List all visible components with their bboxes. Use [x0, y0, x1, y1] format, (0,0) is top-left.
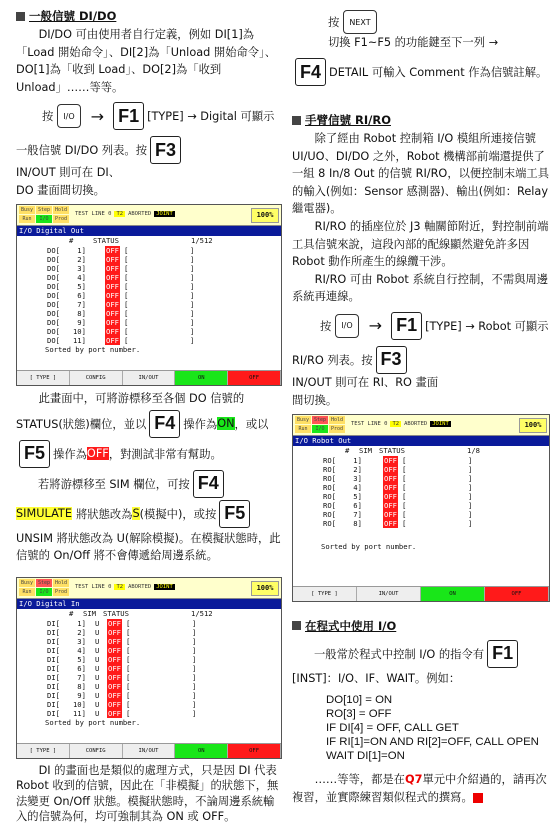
- tp-io-row[interactable]: [323, 492, 549, 501]
- tp-io-status-off[interactable]: OFF: [108, 681, 121, 691]
- tp-io-comment-close: ]: [191, 627, 197, 637]
- tp-fkey-config[interactable]: CONFIG: [70, 371, 123, 385]
- tp-io-row[interactable]: [47, 264, 281, 273]
- tp-io-comment-close: ]: [189, 335, 195, 345]
- tp-io-port-label: RO[ 5]: [323, 491, 362, 501]
- tp-status-indicators: Busy Step Hold Run I/O Prod: [20, 579, 68, 595]
- tp-io-comment: [: [401, 500, 407, 510]
- tp-io-port-label: RO[ 6]: [323, 500, 362, 510]
- arrow-right-icon: →: [90, 106, 105, 126]
- tp-io-comment: [: [401, 509, 407, 519]
- tp-io-row[interactable]: [323, 456, 549, 465]
- tp-fkey-inout[interactable]: IN/OUT: [357, 587, 421, 601]
- tp-fkey-inout[interactable]: IN/OUT: [123, 744, 176, 758]
- key-instruction-line-2: 一般信號 DI/DO 列表。按 F3 IN/OUT 則可在 DI、: [16, 136, 282, 180]
- tp-io-port-label: DI[ 3]: [47, 636, 86, 646]
- tp-io-port-label: DO[ 7]: [47, 299, 86, 309]
- tp-status-indicators: Busy Step Hold Run I/O Prod: [20, 206, 68, 222]
- section-heading-program-io: 在程式中使用 I/O: [292, 618, 550, 634]
- arrow-right-icon-2: →: [368, 316, 383, 336]
- end-mark-icon: [473, 793, 483, 803]
- tp-io-row[interactable]: [47, 619, 281, 628]
- tp-io-comment-close: ]: [467, 491, 473, 501]
- tp-io-port-label: DO[ 9]: [47, 317, 86, 327]
- tp-io-port-label: DO[ 5]: [47, 281, 86, 291]
- tp-column-header: # STATUS 1/512: [69, 236, 213, 246]
- tp-io-row[interactable]: [47, 318, 281, 327]
- tp-io-row[interactable]: [323, 465, 549, 474]
- tp-io-comment-close: ]: [467, 455, 473, 465]
- tp-io-port-label: DI[ 10]: [47, 699, 86, 709]
- tp-io-row[interactable]: [47, 282, 281, 291]
- f5-key-icon-2: F5: [219, 500, 250, 528]
- tp-io-status-off[interactable]: OFF: [384, 491, 397, 501]
- square-bullet-icon: [16, 12, 25, 21]
- tp-fkey-type[interactable]: [ TYPE ]: [17, 744, 70, 758]
- tp-io-row[interactable]: [47, 709, 281, 718]
- next-key-line: 按 NEXT 切換 F1~F5 的功能鍵至下一列 →: [292, 10, 550, 50]
- tp-function-bar: [17, 370, 281, 385]
- tp-fkey-off[interactable]: OFF: [228, 744, 281, 758]
- tp-fkey-on[interactable]: ON: [175, 371, 228, 385]
- tp-io-comment-close: ]: [191, 645, 197, 655]
- tp-io-comment: [: [401, 491, 407, 501]
- tp-function-bar: [17, 743, 281, 758]
- tp-io-sim[interactable]: U: [95, 627, 100, 637]
- tp-io-sim[interactable]: U: [95, 708, 100, 718]
- tp-column-header: # SIM STATUS 1/8: [345, 446, 480, 456]
- tp-sorted-note: Sorted by port number.: [321, 542, 417, 552]
- tp-io-port-label: DO[ 11]: [47, 335, 86, 345]
- tp-io-port-label: DI[ 4]: [47, 645, 86, 655]
- tp-io-comment-close: ]: [189, 245, 195, 255]
- tp-io-port-label: DO[ 2]: [47, 254, 86, 264]
- tp-io-row[interactable]: [47, 700, 281, 709]
- tp-io-comment: [: [401, 473, 407, 483]
- tp-io-port-label: DI[ 5]: [47, 654, 86, 664]
- code-line: DO[10] = ON: [326, 694, 393, 707]
- tp-io-status-off[interactable]: OFF: [108, 663, 121, 673]
- tp-io-comment-close: ]: [467, 500, 473, 510]
- tp-fkey-off[interactable]: OFF: [228, 371, 281, 385]
- sim-line-2: SIMULATE 將狀態改為 S (模擬中)，或按 F5: [16, 500, 282, 528]
- teach-pendant-screen-di: [16, 577, 282, 759]
- tp-screen-title: I/O Digital Out: [17, 226, 281, 236]
- tp-io-status-off[interactable]: OFF: [106, 245, 119, 255]
- f3-key-icon-2: F3: [376, 346, 407, 374]
- tp-io-row[interactable]: [323, 501, 549, 510]
- paragraph-ri-ro-intro: 除了經由 Robot 控制箱 I/O 模組所連接信號 UI/UO、DI/DO 之外，Robot 機構部前端還提供了一組 8 In/8 Out 的信號 RI/RO，以便控制末端工具的輸入(例如：Sensor 感測器)、輸出(例如：Relay 繼電器)。: [292, 132, 549, 216]
- tp-io-row[interactable]: [47, 691, 281, 700]
- tp-io-row[interactable]: [47, 273, 281, 282]
- paragraph-closing: ……等等，都是在Q7單元中介紹過的，請再次複習，並實際練習類似程式的撰寫。: [292, 773, 547, 804]
- f1-key-icon: F1: [113, 102, 144, 130]
- tp-io-port-label: RO[ 2]: [323, 464, 362, 474]
- paragraph-status-a: 此畫面中，可將游標移至各個 DO 信號的: [38, 391, 245, 405]
- tp-io-row[interactable]: [47, 300, 281, 309]
- key-instruction-line: 按 I/O → F1 [TYPE] → Digital 可顯示: [16, 102, 282, 130]
- tp-io-comment: [: [401, 464, 407, 474]
- tp-io-status-off[interactable]: OFF: [384, 473, 397, 483]
- tp-io-comment-close: ]: [191, 699, 197, 709]
- status-line-2: F5 操作為 OFF ，對測試非常有幫助。: [16, 440, 282, 468]
- tp-io-comment: [: [123, 299, 129, 309]
- tp-io-comment: [: [123, 317, 129, 327]
- tp-io-comment: [: [125, 672, 131, 682]
- tp-io-status-off[interactable]: OFF: [106, 335, 119, 345]
- tp-io-status-off[interactable]: OFF: [108, 672, 121, 682]
- tp-io-comment-close: ]: [189, 299, 195, 309]
- tp-io-status-off[interactable]: OFF: [106, 317, 119, 327]
- tp-io-port-label: RO[ 4]: [323, 482, 362, 492]
- tp-io-comment: [: [125, 618, 131, 628]
- left-column: [16, 0, 282, 825]
- io-key-icon-2: I/O: [335, 314, 358, 338]
- tp-io-port-label: DI[ 6]: [47, 663, 86, 673]
- tp-io-comment: [: [125, 645, 131, 655]
- sim-line: 若將游標移至 SIM 欄位，可按 F4: [16, 470, 282, 498]
- tp-io-comment-close: ]: [189, 281, 195, 291]
- tp-io-comment-close: ]: [189, 290, 195, 300]
- tp-io-port-label: DO[ 4]: [47, 272, 86, 282]
- right-column: [292, 0, 550, 806]
- tp-io-comment: [: [123, 263, 129, 273]
- tp-sorted-note: Sorted by port number.: [45, 345, 141, 355]
- tp-io-status-off[interactable]: OFF: [106, 326, 119, 336]
- tp-speed-override: 100%: [251, 581, 279, 596]
- tp-io-comment: [: [401, 482, 407, 492]
- tp-fkey-off[interactable]: OFF: [485, 587, 549, 601]
- paragraph-ri-ro-socket: RI/RO 的插座位於 J3 軸關節附近，對控制前端工具信號來說，這段內部的配線顯然避免許多因 Robot 動作所產生的線纜干涉。: [292, 219, 549, 269]
- tp-io-comment-close: ]: [191, 708, 197, 718]
- tp-io-status-off[interactable]: OFF: [106, 272, 119, 282]
- tp-io-port-label: DI[ 7]: [47, 672, 86, 682]
- tp-io-comment: [: [125, 636, 131, 646]
- tp-io-status-off[interactable]: OFF: [384, 509, 397, 519]
- tp-io-row[interactable]: [47, 628, 281, 637]
- f5-key-icon: F5: [19, 440, 50, 468]
- tp-io-status-off[interactable]: OFF: [106, 290, 119, 300]
- tp-status-bar: [17, 578, 281, 599]
- tp-io-port-label: RO[ 3]: [323, 473, 362, 483]
- tp-io-comment: [: [125, 654, 131, 664]
- tp-screen-title: I/O Digital In: [17, 599, 281, 609]
- tp-io-row[interactable]: [47, 646, 281, 655]
- tp-fkey-config[interactable]: CONFIG: [70, 744, 123, 758]
- on-highlight: ON: [217, 417, 235, 431]
- tp-io-row[interactable]: [47, 664, 281, 673]
- simulate-highlight: SIMULATE: [16, 507, 72, 521]
- tp-io-comment-close: ]: [467, 482, 473, 492]
- status-line: STATUS(狀態)欄位，並以 F4 操作為 ON ，或以: [16, 410, 282, 438]
- tp-io-row[interactable]: [323, 474, 549, 483]
- tp-io-status-off[interactable]: OFF: [384, 482, 397, 492]
- f1-key-icon-3: F1: [487, 640, 518, 668]
- off-highlight: OFF: [86, 447, 109, 461]
- tp-io-comment-close: ]: [191, 690, 197, 700]
- tp-io-port-label: RO[ 1]: [323, 455, 362, 465]
- tp-io-status-off[interactable]: OFF: [108, 690, 121, 700]
- tp-io-port-label: DO[ 1]: [47, 245, 86, 255]
- tp-io-comment: [: [125, 627, 131, 637]
- tp-fkey-type[interactable]: [ TYPE ]: [17, 371, 70, 385]
- tp-io-port-label: DI[ 9]: [47, 690, 86, 700]
- tp-fkey-inout[interactable]: IN/OUT: [123, 371, 176, 385]
- tp-io-row[interactable]: [47, 255, 281, 264]
- next-key-icon: NEXT: [343, 10, 376, 34]
- tp-io-status-off[interactable]: OFF: [108, 618, 121, 628]
- tp-io-sim[interactable]: U: [95, 699, 100, 709]
- detail-key-line: F4 DETAIL 可輸入 Comment 作為信號註解。: [292, 58, 550, 86]
- tp-screen-title: I/O Robot Out: [293, 436, 549, 446]
- square-bullet-icon: [292, 116, 301, 125]
- tp-io-row[interactable]: [323, 510, 549, 519]
- paragraph-unsim: UNSIM 將狀態改為 U(解除模擬)。在模擬狀態時，此信號的 On/Off 將不會傳遞給周邊系統。: [16, 531, 281, 563]
- tp-io-port-label: RO[ 7]: [323, 509, 362, 519]
- f4-key-icon-2: F4: [193, 470, 224, 498]
- tp-io-comment-close: ]: [191, 636, 197, 646]
- tp-io-list: [17, 246, 281, 345]
- tp-io-port-label: RO[ 8]: [323, 518, 362, 528]
- tp-io-status-off[interactable]: OFF: [106, 308, 119, 318]
- tp-function-bar: [293, 586, 549, 601]
- paragraph-ri-ro-control: RI/RO 可由 Robot 系統自行控制，不需與周邊系統再連線。: [292, 272, 549, 304]
- tp-fkey-on[interactable]: ON: [175, 744, 228, 758]
- tp-io-row[interactable]: [47, 291, 281, 300]
- section-heading-ri-ro: 手臂信號 RI/RO: [292, 112, 550, 128]
- q7-reference: Q7: [404, 773, 423, 787]
- tp-io-comment-close: ]: [467, 509, 473, 519]
- tp-io-comment-close: ]: [189, 263, 195, 273]
- tp-io-sim[interactable]: U: [95, 681, 100, 691]
- tp-io-row[interactable]: [47, 309, 281, 318]
- code-line: IF RI[1]=ON AND RI[2]=OFF, CALL OPEN: [326, 736, 539, 749]
- tp-column-header: # SIM STATUS 1/512: [69, 609, 213, 619]
- paragraph-di-note: DI 的畫面也是類似的處理方式，只是因 DI 代表 Robot 收到的信號，因此在「非模擬」的狀態下，無法變更 On/Off 狀態。模擬狀態時，不論周邊系統輸入的信號為何，均可強制其為 ON 或 OFF。: [16, 763, 279, 824]
- tp-io-comment-close: ]: [191, 672, 197, 682]
- tp-io-comment: [: [123, 245, 129, 255]
- tp-message-line: TEST LINE 0 T2 ABORTED JOINT: [75, 583, 173, 590]
- tp-io-comment-close: ]: [189, 308, 195, 318]
- paragraph-di-do-intro: DI/DO 可由使用者自行定義，例如 DI[1]為「Load 開始命令」、DI[2]為「Unload 開始命令」、DO[1]為「收到 Load」、DO[2]為「收到 Unload」……等等。: [16, 28, 277, 94]
- tp-io-comment: [: [125, 681, 131, 691]
- tp-io-sim[interactable]: U: [95, 645, 100, 655]
- tp-io-comment: [: [401, 455, 407, 465]
- tp-fkey-type[interactable]: [ TYPE ]: [293, 587, 357, 601]
- tp-io-comment-close: ]: [189, 326, 195, 336]
- tp-io-sim[interactable]: U: [95, 690, 100, 700]
- tp-io-status-off[interactable]: OFF: [384, 455, 397, 465]
- tp-io-row[interactable]: [47, 336, 281, 345]
- tp-io-port-label: DI[ 2]: [47, 627, 86, 637]
- tp-io-comment-close: ]: [467, 518, 473, 528]
- f3-key-icon: F3: [150, 136, 181, 164]
- paragraph-inst: [INST]：I/O、IF、WAIT。例如：: [292, 671, 461, 685]
- paragraph-continuation-2: 間切換。: [292, 393, 338, 407]
- code-line: WAIT DI[1]=ON: [326, 750, 405, 763]
- tp-message-line: TEST LINE 0 T2 ABORTED JOINT: [75, 210, 173, 217]
- tp-fkey-on[interactable]: ON: [421, 587, 485, 601]
- tp-io-row[interactable]: [323, 483, 549, 492]
- tp-io-row[interactable]: [47, 637, 281, 646]
- tp-io-status-off[interactable]: OFF: [384, 518, 397, 528]
- tp-io-row[interactable]: [47, 673, 281, 682]
- tp-io-comment-close: ]: [189, 254, 195, 264]
- tp-io-status-off[interactable]: OFF: [108, 627, 121, 637]
- io-key-icon: I/O: [57, 104, 80, 128]
- tp-io-comment: [: [401, 518, 407, 528]
- tp-io-list: [293, 456, 549, 528]
- tp-status-bar: [293, 415, 549, 436]
- tp-io-sim[interactable]: U: [95, 663, 100, 673]
- tp-io-row[interactable]: [47, 682, 281, 691]
- paragraph-continuation: DO 畫面間切換。: [16, 184, 105, 198]
- tp-io-comment-close: ]: [191, 618, 197, 628]
- tp-message-line: TEST LINE 0 T2 ABORTED JOINT: [351, 420, 449, 427]
- tp-io-sim[interactable]: U: [95, 672, 100, 682]
- tp-io-port-label: DO[ 10]: [47, 326, 86, 336]
- f4-key-icon-3: F4: [295, 58, 326, 86]
- tp-io-status-off[interactable]: OFF: [108, 654, 121, 664]
- code-line: RO[3] = OFF: [326, 708, 392, 721]
- tp-io-comment: [: [123, 272, 129, 282]
- tp-io-status-off[interactable]: OFF: [384, 500, 397, 510]
- tp-io-status-off[interactable]: OFF: [108, 645, 121, 655]
- tp-io-port-label: DI[ 11]: [47, 708, 86, 718]
- tp-io-comment-close: ]: [189, 317, 195, 327]
- tp-io-port-label: DI[ 1]: [47, 618, 86, 628]
- tp-status-bar: [17, 205, 281, 226]
- f4-key-icon: F4: [149, 410, 180, 438]
- code-example: [292, 693, 550, 763]
- tp-status-indicators: Busy Step Hold Run I/O Prod: [296, 416, 344, 432]
- tp-io-comment: [: [125, 690, 131, 700]
- f1-key-icon-2: F1: [391, 312, 422, 340]
- tp-speed-override: 100%: [519, 418, 547, 433]
- tp-io-port-label: DO[ 8]: [47, 308, 86, 318]
- tp-io-comment-close: ]: [191, 663, 197, 673]
- teach-pendant-screen-do: [16, 204, 282, 386]
- tp-io-status-off[interactable]: OFF: [108, 708, 121, 718]
- tp-io-comment: [: [123, 335, 129, 345]
- tp-io-port-label: DI[ 8]: [47, 681, 86, 691]
- tp-io-comment-close: ]: [467, 464, 473, 474]
- tp-io-port-label: DO[ 6]: [47, 290, 86, 300]
- tp-io-comment-close: ]: [189, 272, 195, 282]
- tp-io-comment: [: [125, 663, 131, 673]
- key-instruction-line-robot: 按 I/O → F1 [TYPE] → Robot 可顯示: [292, 312, 550, 340]
- section-heading-di-do: 一般信號 DI/DO: [16, 8, 282, 24]
- tp-sorted-note: Sorted by port number.: [45, 718, 141, 728]
- tp-io-status-off[interactable]: OFF: [106, 263, 119, 273]
- tp-io-row[interactable]: [323, 519, 549, 528]
- tp-io-comment: [: [125, 699, 131, 709]
- tp-io-comment-close: ]: [467, 473, 473, 483]
- tp-io-sim[interactable]: U: [95, 636, 100, 646]
- tp-io-list: [17, 619, 281, 718]
- tp-io-comment-close: ]: [191, 681, 197, 691]
- square-bullet-icon: [292, 621, 301, 630]
- tp-io-status-off[interactable]: OFF: [106, 299, 119, 309]
- tp-io-status-off[interactable]: OFF: [384, 464, 397, 474]
- s-highlight: S: [132, 507, 140, 521]
- tp-io-sim[interactable]: U: [95, 618, 100, 628]
- tp-io-status-off[interactable]: OFF: [108, 699, 121, 709]
- tp-io-sim[interactable]: U: [95, 654, 100, 664]
- tp-io-comment: [: [123, 254, 129, 264]
- tp-io-row[interactable]: [47, 655, 281, 664]
- tp-io-status-off[interactable]: OFF: [108, 636, 121, 646]
- teach-pendant-screen-ro: [292, 414, 550, 602]
- tp-io-comment: [: [123, 308, 129, 318]
- tp-io-comment-close: ]: [191, 654, 197, 664]
- tp-io-comment: [: [125, 708, 131, 718]
- inst-key-line: 一般常於程式中控制 I/O 的指令有 F1: [292, 640, 550, 668]
- tp-io-comment: [: [123, 290, 129, 300]
- key-instruction-line-robot-2: RI/RO 列表。按 F3 IN/OUT 則可在 RI、RO 畫面: [292, 346, 550, 390]
- code-line: IF DI[4] = OFF, CALL GET: [326, 722, 459, 735]
- tp-io-port-label: DO[ 3]: [47, 263, 86, 273]
- tp-io-row[interactable]: [47, 246, 281, 255]
- tp-io-status-off[interactable]: OFF: [106, 281, 119, 291]
- tp-io-row[interactable]: [47, 327, 281, 336]
- tp-speed-override: 100%: [251, 208, 279, 223]
- tp-io-comment: [: [123, 281, 129, 291]
- tp-io-status-off[interactable]: OFF: [106, 254, 119, 264]
- tp-io-comment: [: [123, 326, 129, 336]
